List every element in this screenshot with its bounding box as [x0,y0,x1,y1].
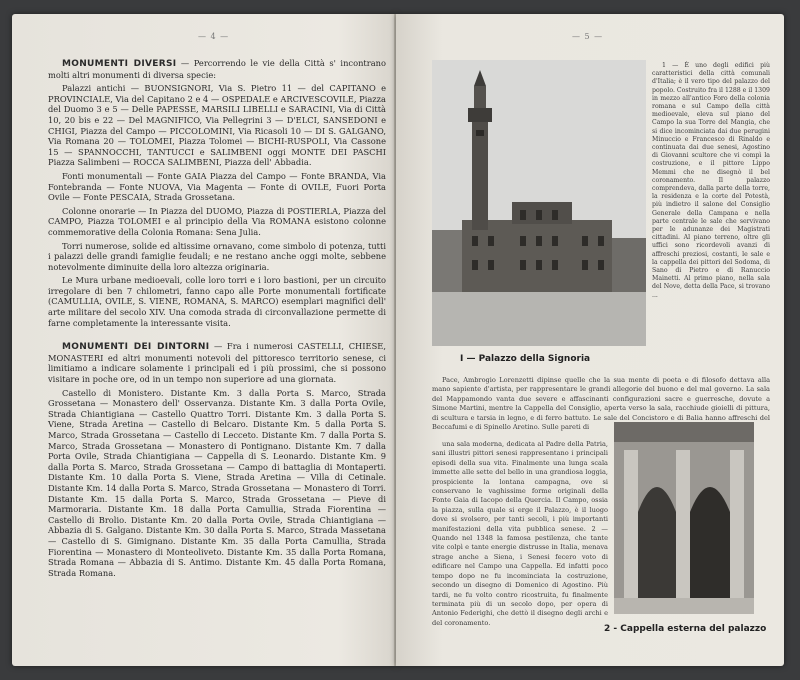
section-intro: MONUMENTI DEI DINTORNI — Fra i numerosi CASTELLI, CHIESE, MONASTERI ed altri monumenti notevoli del pittoresco territorio senese, ci limitiamo a indicare solamente i principali ed i più prossimi, che si possono visitare in poche ore, od in un tempo non superiore ad una giornata. [48,341,386,385]
mura-paragraph: Le Mura urbane medioevali, colle loro torri e i loro bastioni, per un circuito irregolare di ben 7 chilometri, fanno capo alle Porte monumentali fortificate (CAMULLIA, OVILE, S. VIENE, ROMANA, S. MARCO) esemplari magnifici dell' arte militare del secolo XIV. Una comoda strada di circonvallazione permette di farne completamente la interessante visita. [48,275,386,328]
photo-caption: I — Palazzo della Signoria [460,354,591,364]
section-intro: MONUMENTI DIVERSI — Percorrendo le vie della Città s' incontrano molti altri monumenti di diversa specie: [48,58,386,80]
body-text-narrow: una sala moderna, dedicata al Padre della Patria, sani illustri pittori senesi rappresentano i principali episodi della sua vita. Finalmente una lunga scala immette alle sette del bello in una grandiosa loggia, prospiciente la lontana campagna, ove si conservano le vaghissime forme originali della Fonte Gaia di Iacopo della Quercia. Il Campo, ossia la piazza, sulla quale si erge il Palazzo, è il luogo dove si svolsero, per tanti secoli, i più importanti manifestazioni della vita pubblica senese. 2 — Quando nel 1348 la famosa pestilenza, che tante vite colpì e tante energie distrusse in Italia, menava strage anche a Siena, i Senesi fecero voto di edificare nel Campo una Cappella. Ed infatti poco tempo dopo ne fu incominciata la costruzione, secondo un disegno di Domenico di Agostino. Più tardi, ne fu volto contro ricostruita, fu finalmente terminata più di un secolo dopo, per opera di Antonio Federighi, che dettò il disegno degli archi e del coronamento. [432,440,608,627]
page-number: — 5 — [572,32,604,41]
left-page [12,14,396,666]
photo-caption: 2 - Cappella esterna del palazzo [604,624,767,634]
side-text: 1 — È uno degli edifici più caratteristici della città comunali d'Italia; è il vero tipo del palazzo del popolo. Costruito fra il 1288 e il 1309 in mezzo all'antico Foro della colonia romana e sul Campo della città medioevale, eleva sul piano del Campo la sua Torre del Mangia, che si dice incominciata dai due perugini Minuccio e Francesco di Rinaldo e continuata dai due senesi, Agostino di Giovanni scultore che vi compì la costruzione, e il pittore Lippo Memmi che ne disegnò il bel coronamento. Il palazzo comprendeva, dalla parte della torre, la residenza e la corte del Potestà, più indietro il salone del Consiglio Generale della Campana e nella parte centrale le sale che servivano per le adunanze dei Magistrati cittadini. Al piano terreno, oltre gli uffici sono ricordevoli avanzi di affreschi preziosi, costanti, le sale e la cappella dei pittori del Sodoma, di Sano di Pietro e di Ranuccio Mainetti. Al primo piano, nella sala del Nove, detta della Pace, si trovano ... [652,62,770,299]
colonne-paragraph: Colonne onorarie — In Piazza del DUOMO, Piazza di POSTIERLA, Piazza del CAMPO, Piazza TOLOMEI e al principio della Via ROMANA esistono colonne commemorative della Colonia Romana: Sena Julia. [48,205,386,237]
left-column [48,58,386,581]
palazzo-signoria-photo [432,60,646,346]
page-number: — 4 — [198,32,230,41]
fonti-paragraph: Fonti monumentali — Fonte GAIA Piazza del Campo — Fonte BRANDA, Via Fontebranda — Fonte NUOVA, Via Magenta — Fonte di OVILE, Fuori Porta Ovile — Fonte PESCAIA, Strada Grossetana. [48,170,386,203]
cappella-photo [614,422,754,614]
torri-paragraph: Torri numerose, solide ed altissime ornavano, come simbolo di potenza, tutti i palazzi delle grandi famiglie feudali; e ne restano anche oggi molte, sebbene notevolmente diminuite della loro altezza originaria. [48,240,386,272]
palazzo-illustration [432,60,646,346]
section-title: MONUMENTI DEI DINTORNI [62,342,210,353]
body-text-wide: Pace, Ambrogio Lorenzetti dipinse quelle che la sua mente di poeta e di filosofo dettava alla mano sapiente d'artista, per rappresentare le grandi allegorie del buono e del mal governo. La sala del Mappamondo vanta due severe e affascinanti configurazioni sacre e guerresche, dovute a Simone Martini, mentre la Cappella del Consiglio, aperta verso la sala, racchiude gioielli di pittura, di scultura e tarsia in legno, e di ferro battuto. Le sale del Concistoro e di Balia hanno affreschi del Beccafumi e di Spinello Aretino. Sulle pareti di [432,376,770,432]
dintorni-paragraph: Castello di Monistero. Distante Km. 3 dalla Porta S. Marco, Strada Grossetana — Monastero dell' Osservanza. Distante Km. 3 dalla Porta Ovile, Strada Chiantigiana — Castello Quattro Torri. Distante Km. 3 dalla Porta S. Viene, Strada Aretina — Castello di Belcaro. Distante Km. 5 dalla Porta S. Marco, Strada Grossetana — Castello di Lecceto. Distante Km. 7 dalla Porta S. Marco, Strada Grossetana — Monastero di Pontignano. Distante Km. 7 dalla Porta Ovile, Strada Chiantigiana — Cappella di S. Leonardo. Distante Km. 9 dalla Porta S. Marco, Strada Grossetana — Campo di battaglia di Montaperti. Distante Km. 10 dalla Porta S. Viene, Strada Aretina — Villa di Cetinale. Distante Km. 14 dalla Porta S. Marco, Strada Grossetana — Monastero di Torri. Distante Km. 15 dalla Porta S. Marco, Strada Grossetana — Pieve di Marmoraria. Distante Km. 18 dalla Porta Camullia, Strada Fiorentina — Castello di Brolio. Distante Km. 20 dalla Porta Ovile, Strada Chiantigiana — Abbazia di S. Galgano. Distante Km. 30 dalla Porta S. Marco, Strada Massetana — Castello di S. Gimignano. Distante Km. 35 dalla Porta Camullia, Strada Fiorentina — Monastero di Monteoliveto. Distante Km. 35 dalla Porta Romana, Strada Romana — Abbazia di S. Antimo. Distante Km. 45 dalla Porta Romana, Strada Romana. [48,387,386,578]
palazzi-paragraph: Palazzi antichi — BUONSIGNORI, Via S. Pietro 11 — del CAPITANO e PROVINCIALE, Via del Capitano 2 e 4 — OSPEDALE e ARCIVESCOVILE, Piazza del Duomo 3 e 5 — Delle PAPESSE, MARSILI LIBELLI e SARACINI, Via di Città 10, 20 bis e 22 — Del MAGNIFICO, Via Pellegrini 3 — D'ELCI, SANSEDONI e CHIGI, Piazza del Campo — PICCOLOMINI, Via Ricasoli 10 — DI S. GALGANO, Via Romana 20 — TOLOMEI, Piazza Tolomei — BICHI-RUSPOLI, Via Cassone 15 — SPANNOCCHI, TANTUCCI e SALIMBENI oggi MONTE DEI PASCHI Piazza Salimbeni — ROCCA SALIMBENI, Piazza dell' Abbadia. [48,83,387,168]
section-title: MONUMENTI DIVERSI [62,59,177,69]
booklet [12,14,784,666]
right-page [396,14,784,666]
cappella-illustration [614,422,754,614]
